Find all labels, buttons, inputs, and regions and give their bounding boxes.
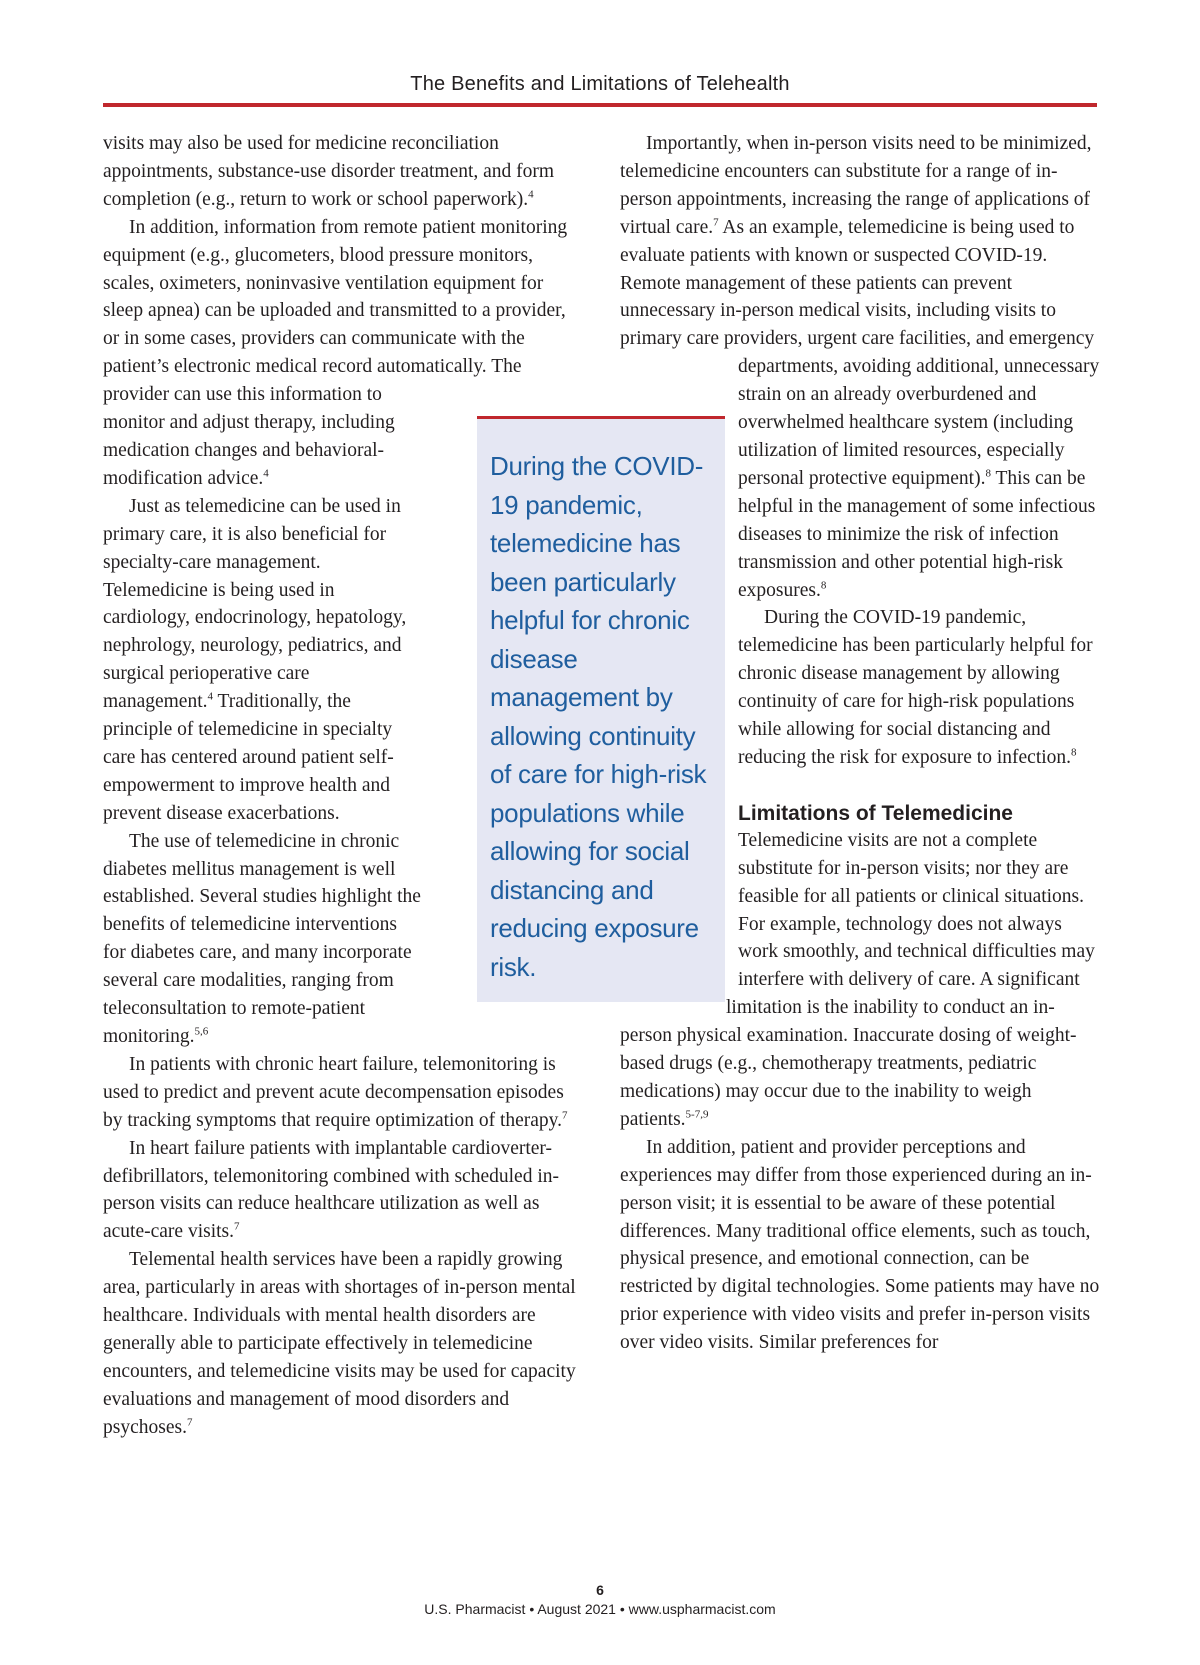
page-number: 6 bbox=[596, 1582, 604, 1598]
paragraph: In heart failure patients with implantable cardioverter-defibrillators, telemonitoring combined with scheduled in-person visits can reduce healthcare utilization as well as acute-care visits.$^7$ bbox=[103, 1137, 559, 1243]
footer-publication: U.S. Pharmacist • August 2021 • www.uspharmacist.com bbox=[424, 1601, 776, 1617]
right-column bbox=[620, 130, 1102, 1357]
paragraph: In addition, patient and provider perceptions and experiences may differ from those experienced during an in-person visit; it is essential to be aware of these potential differences. Many traditional office elements, such as touch, physical presence, and emotional connection, can be restricted by digital technologies. Some patients may have no prior experience with video visits and prefer in-person visits over video visits. Similar preferences for bbox=[620, 1136, 1100, 1354]
paragraph: During the COVID-19 pandemic, telemedicine has been particularly helpful for chronic disease management by allowing continuity of care for high-risk populations while allowing for social distancing and reducing the risk for exposure to infection.$^8$ bbox=[738, 607, 1093, 768]
paragraph: In addition, information from remote patient monitoring equipment (e.g., glucometers, blood pressure monitors, scales, oximeters, noninvasive ventilation equipment for sleep apnea) can be uploaded and transmitted to a provider, or in some cases, providers can communicate with the patient’s electronic medical record automatically. The provider can use this information to monitor and adjust therapy, including medication changes and behavioral-modification advice.$^4$ bbox=[103, 216, 568, 489]
paragraph: visits may also be used for medicine reconciliation appointments, substance-use disorder treatment, and form completion (e.g., return to work or school paperwork).$^4$ bbox=[103, 133, 555, 210]
paragraph: In patients with chronic heart failure, telemonitoring is used to predict and prevent acute decompensation episodes by tracking symptoms that require optimization of therapy.$^7$ bbox=[103, 1053, 568, 1131]
paragraph: Telemental health services have been a rapidly growing area, particularly in areas with shortages of in-person mental healthcare. Individuals with mental health disorders are generally able to participate effectively in telemedicine encounters, and telemedicine visits may be used for capacity evaluations and management of mood disorders and psychoses.$^7$ bbox=[103, 1249, 576, 1438]
pullquote-spacer-right-tail bbox=[620, 985, 726, 1017]
paragraph: The use of telemedicine in chronic diabetes mellitus management is well established. Several studies highlight the benefits of telemedicine interventions for diabetes care, and many incorporate several care modalities, ranging from teleconsultation to remote-patient monitoring.$^{5,6}$ bbox=[103, 830, 421, 1047]
running-header-title: The Benefits and Limitations of Telehealth bbox=[410, 73, 790, 95]
header-divider bbox=[103, 103, 1097, 107]
paragraph: Just as telemedicine can be used in primary care, it is also beneficial for specialty-care management. Telemedicine is being used in cardiology, endocrinology, hepatology, nephrology, neurology, pediatrics, and surgical perioperative care management.$^4$ Traditionally, the principle of telemedicine in specialty care has centered around patient self-empowerment to improve health and prevent disease exacerbations. bbox=[103, 495, 407, 824]
pullquote-spacer-right bbox=[620, 380, 738, 985]
paragraph: Telemedicine visits are not a complete substitute for in-person visits; nor they are feasible for all patients or clinical situations. For example, technology does not always work smoothly, and technical difficulties may interfere with delivery of care. A significant limitation is the inability to conduct an in-person physical examination. Inaccurate dosing of weight-based drugs (e.g., chemotherapy treatments, pediatric medications) may occur due to the inability to weigh patients.$^{5-7,9}$ bbox=[620, 829, 1095, 1130]
paragraph: Importantly, when in-person visits need to be minimized, telemedicine encounters can substitute for a range of in-person appointments, increasing the range of applications of virtual care.$^7$ As an example, telemedicine is being used to evaluate patients with known or suspected COVID-19. Remote management of these patients can prevent unnecessary in-person medical visits, including visits to primary care providers, urgent care facilities, and emergency departments, avoiding additional, unnecessary strain on an already overburdened and overwhelmed healthcare system (including utilization of limited resources, especially personal protective equipment).$^8$ This can be helpful in the management of some infectious diseases to minimize the risk of infection transmission and other potential high-risk exposures.$^8$ bbox=[620, 133, 1100, 601]
section-heading: Limitations of Telemedicine bbox=[738, 801, 1013, 825]
pull-quote: During the COVID-19 pandemic, telemedicine has been particularly helpful for chronic disease management by allowing continuity of care for high-risk populations while allowing for social distancing and reducing exposure risk. bbox=[477, 416, 725, 1002]
